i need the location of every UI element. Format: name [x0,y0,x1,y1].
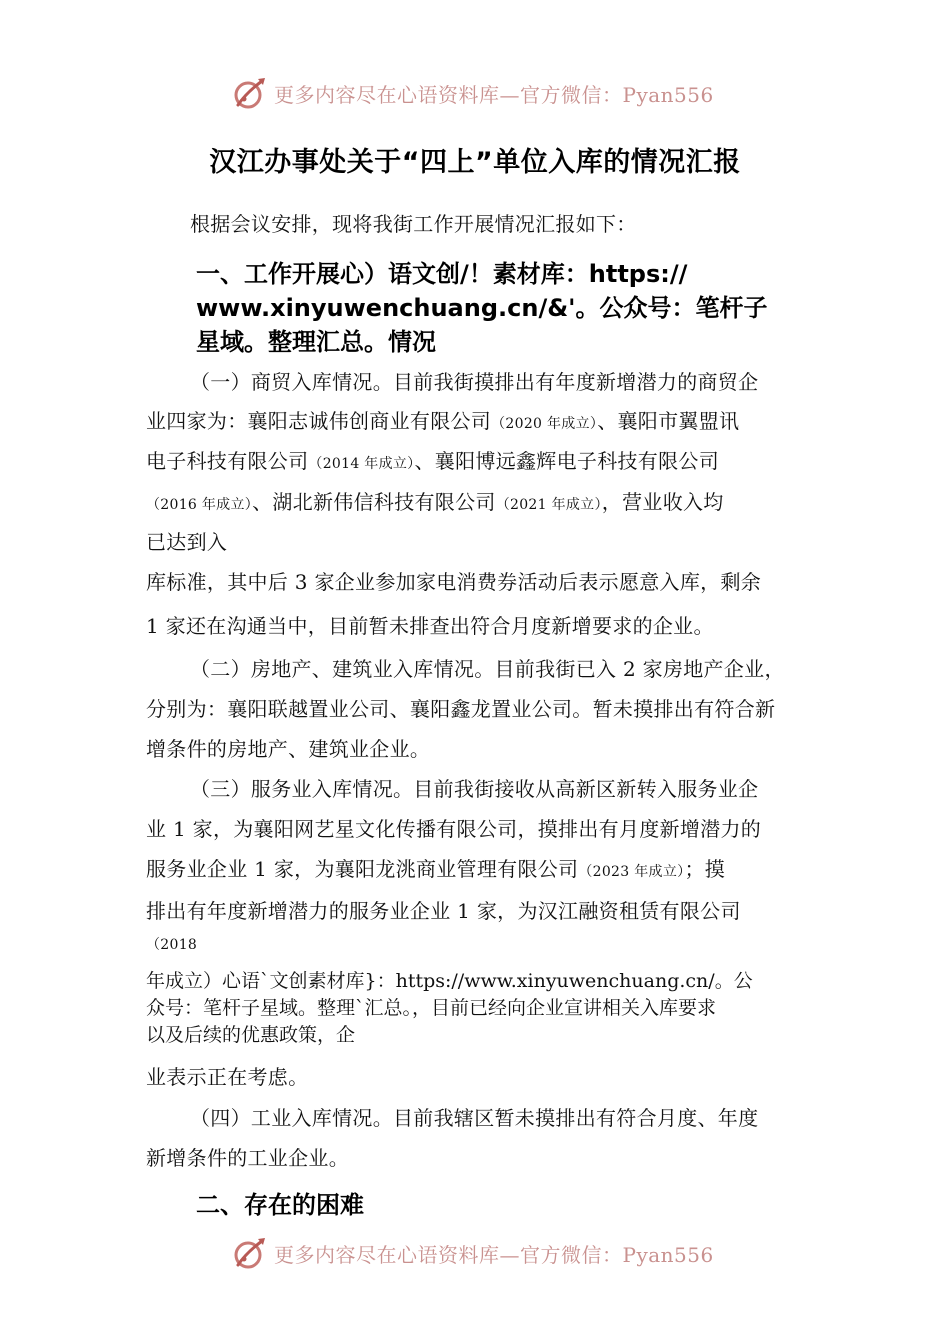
year-note: （2016 年成立） [146,497,253,513]
section3-line-5: （2018 [146,937,198,953]
section-heading-1-line-1: 一、工作开展心）语文创/！素材库：https:// [196,260,688,288]
section-heading-1-line-3: 星域。整理汇总。情况 [196,328,436,356]
year-note: （2021 年成立） [495,497,602,513]
watermark-banner-top [232,73,752,113]
text-run: 、湖北新伟信科技有限公司 [252,490,496,514]
section3-line-3 [146,853,725,882]
watermark-text: 更多内容尽在心语资料库—官方微信：Pyan556 [274,1242,714,1267]
section2-line-2: 分别为：襄阳联越置业公司、襄阳鑫龙置业公司。暂未摸排出有符合新 [146,697,776,721]
section3-line-2: 业 1 家，为襄阳网艺星文化传播有限公司，摸排出有月度新增潜力的 [146,817,762,841]
section-heading-1-line-2: www.xinyuwenchuang.cn/&'。公众号：笔杆子 [196,294,768,322]
text-run: 业四家为：襄阳志诚伟创商业有限公司 [146,409,492,433]
year-note: （2014 年成立） [308,456,415,472]
text-run: 、襄阳博远鑫辉电子科技有限公司 [414,449,719,473]
section1-line-6: 库标准，其中后 3 家企业参加家电消费券活动后表示愿意入库，剩余 [146,570,762,594]
year-note: （2020 年成立） [491,416,598,432]
section1-line-4 [146,486,724,515]
watermark-text: 更多内容尽在心语资料库—官方微信：Pyan556 [274,82,714,107]
section3-line-6: 年成立）心语`文创素材库}：https://www.xinyuwenchuang.cn/。公 [146,970,753,992]
section3-line-9: 业表示正在考虑。 [146,1065,309,1089]
section1-line-5: 已达到入 [146,530,228,554]
section1-line-7: 1 家还在沟通当中，目前暂未排查出符合月度新增要求的企业。 [146,614,714,638]
section3-line-7: 众号：笔杆子星域。整理`汇总。，目前已经向企业宣讲相关入库要求 [146,997,717,1019]
section4-line-1: （四）工业入库情况。目前我辖区暂未摸排出有符合月度、年度 [190,1106,759,1130]
section3-line-4: 排出有年度新增潜力的服务业企业 1 家，为汉江融资租赁有限公司 [146,899,741,923]
section1-line-1: （一）商贸入库情况。目前我街摸排出有年度新增潜力的商贸企 [190,370,759,394]
ink-pen-logo-icon [232,1235,268,1271]
text-run: ，营业收入均 [601,490,724,514]
section2-line-1: （二）房地产、建筑业入库情况。目前我街已入 2 家房地产企业， [190,657,785,681]
text-run: 、襄阳市翼盟讯 [597,409,740,433]
section-heading-2: 二、存在的困难 [196,1191,364,1219]
text-run: ；摸 [684,857,726,881]
section4-line-2: 新增条件的工业企业。 [146,1146,349,1170]
text-run: 电子科技有限公司 [146,449,309,473]
document-title: 汉江办事处关于“四上”单位入库的情况汇报 [209,147,741,178]
section1-line-3 [146,445,719,474]
watermark-banner-bottom [232,1233,752,1273]
ink-pen-logo-icon [232,75,268,111]
section1-line-2 [146,405,739,434]
section3-line-8: 以及后续的优惠政策，企 [146,1024,356,1046]
text-run: 服务业企业 1 家，为襄阳龙洮商业管理有限公司 [146,857,579,881]
intro-paragraph: 根据会议安排，现将我街工作开展情况汇报如下： [190,212,637,236]
section2-line-3: 增条件的房地产、建筑业企业。 [146,737,431,761]
year-note: （2023 年成立） [578,864,685,880]
section3-line-1: （三）服务业入库情况。目前我街接收从高新区新转入服务业企 [190,777,759,801]
